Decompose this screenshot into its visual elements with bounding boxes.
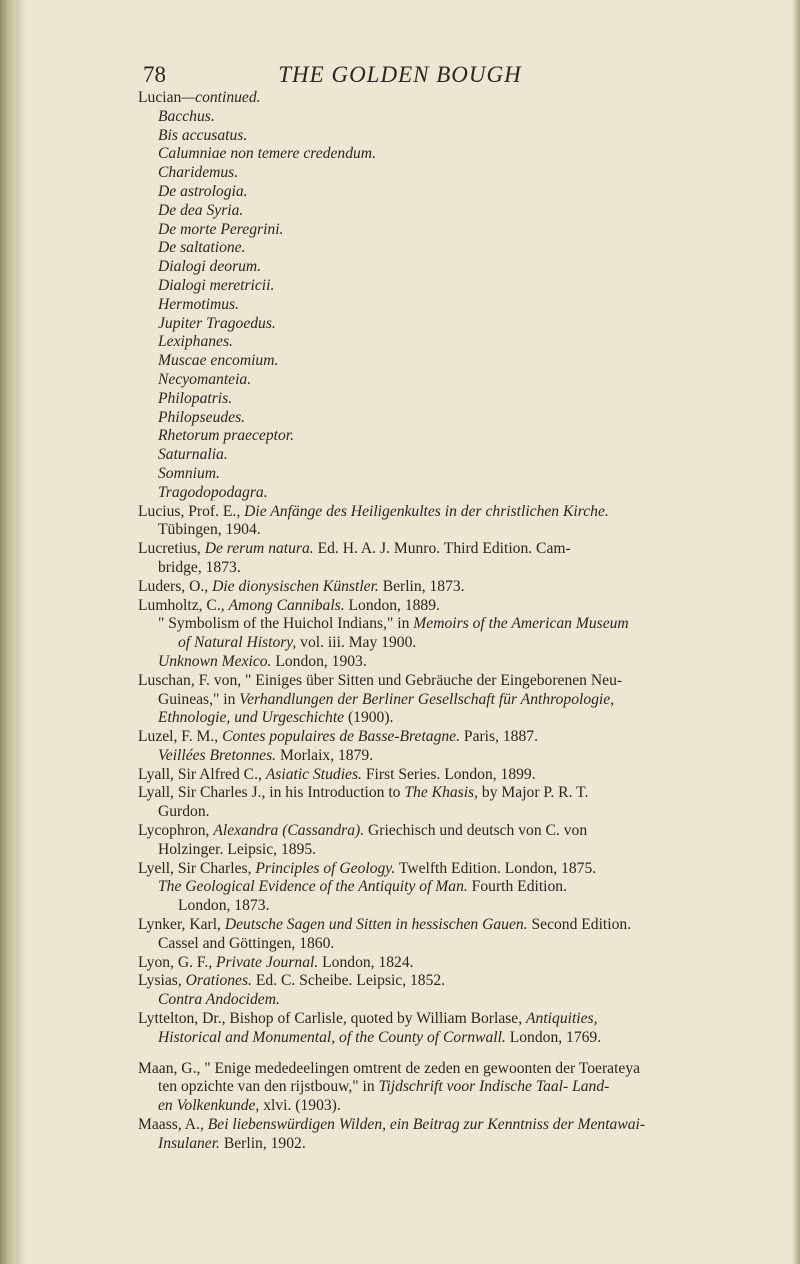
entry-lyttelton: Lyttelton, Dr., Bishop of Carlisle, quoted by William Borlase, Antiquities, Historical and Monumental, of the County of Cornwall. London, 1769. — [138, 1010, 602, 1046]
entry-lucretius: Lucretius, De rerum natura. Ed. H. A. J. Munro. Third Edition. Cam- bridge, 1873. — [138, 540, 571, 576]
entry-lycophron: Lycophron, Alexandra (Cassandra). Griechisch und deutsch von C. von Holzinger. Leipsic, 1895. — [138, 822, 588, 858]
entry-lucian-heading: Lucian—continued. — [138, 89, 261, 106]
entry-lyell: Lyell, Sir Charles, Principles of Geology. Twelfth Edition. London, 1875. The Geological Evidence of the Antiquity of Man. Fourth Edition. London, 1873. — [138, 859, 597, 915]
running-title: THE GOLDEN BOUGH — [278, 62, 522, 87]
work-item: Dialogi deorum. — [158, 258, 262, 276]
work-item: Necyomanteia. — [158, 370, 252, 388]
work-item: Dialogi meretricii. — [158, 276, 275, 294]
gutter-shadow — [16, 0, 26, 1264]
work-item: Calumniae non temere credendum. — [158, 145, 376, 163]
entry-lyall-charles: Lyall, Sir Charles J., in his Introduction to The Khasis, by Major P. R. T. Gurdon. — [138, 784, 589, 821]
entry-maass: Maass, A., Bei liebenswürdigen Wilden, ein Beitrag zur Kenntniss der Mentawai- Insulaner. Berlin, 1902. — [138, 1116, 646, 1152]
entry-lysias: Lysias, Orationes. Ed. C. Scheibe. Leipsic, 1852. Contra Andocidem. — [138, 972, 446, 1009]
work-item: De saltatione. — [158, 239, 246, 257]
work-item: De astrologia. — [158, 182, 248, 200]
work-item: Rhetorum praeceptor. — [158, 427, 294, 445]
work-item: Hermotimus. — [158, 295, 239, 313]
entry-luzel: Luzel, F. M., Contes populaires de Basse-Bretagne. Paris, 1887. Veillées Bretonnes. Morlaix, 1879. — [138, 728, 538, 764]
entry-lynker: Lynker, Karl, Deutsche Sagen und Sitten in hessischen Gauen. Second Edition. Cassel and Göttingen, 1860. — [138, 916, 632, 952]
work-item: Muscae encomium. — [158, 352, 279, 370]
entry-lucius: Lucius, Prof. E., Die Anfänge des Heiligenkultes in der christlichen Kirche. Tübingen, 1904. — [138, 502, 609, 539]
entry-luders: Luders, O., Die dionysischen Künstler. Berlin, 1873. — [138, 577, 465, 595]
entry-maan: Maan, G., " Enige mededeelingen omtrent de zeden en gewoonten der Toerateya ten opzichte van den rijstbouw," in Tijdschrift voor Indische Taal- Land- en Volkenkunde, xlvi. (1903). — [138, 1059, 641, 1115]
work-item: Bis accusatus. — [158, 126, 248, 144]
lucian-works-list — [138, 108, 738, 503]
page-edge — [792, 0, 800, 1264]
work-item: De dea Syria. — [158, 201, 244, 219]
work-item: Jupiter Tragoedus. — [158, 314, 276, 332]
entry-luschan: Luschan, F. von, " Einiges über Sitten und Gebräuche der Eingeborenen Neu- Guineas," in Verhandlungen der Berliner Gesellschaft für Anthropologie, Ethnologie, und Urgeschichte (1900). — [138, 671, 623, 727]
entry-lyall-alfred: Lyall, Sir Alfred C., Asiatic Studies. First Series. London, 1899. — [138, 765, 536, 783]
entry-lyon: Lyon, G. F., Private Journal. London, 1824. — [138, 953, 414, 971]
work-item: Charidemus. — [158, 164, 239, 182]
page-header — [0, 62, 800, 88]
bibliography — [138, 89, 738, 1154]
entry-lumholtz: Lumholtz, C., Among Cannibals. London, 1889. " Symbolism of the Huichol Indians," in Memoirs of the American Museum of Natural History, vol. iii. May 1900. Unknown Mexico. London, 1903. — [138, 596, 629, 670]
work-item: Philopseudes. — [158, 408, 246, 426]
work-item: Somnium. — [158, 464, 220, 482]
page-number: 78 — [143, 62, 166, 87]
work-item: Lexiphanes. — [158, 333, 233, 351]
work-item: Philopatris. — [158, 389, 233, 407]
work-item: De morte Peregrini. — [158, 220, 284, 238]
book-spine-shadow — [0, 0, 16, 1264]
work-item: Tragodopodagra. — [158, 483, 268, 501]
work-item: Bacchus. — [158, 107, 215, 125]
work-item: Saturnalia. — [158, 446, 228, 464]
